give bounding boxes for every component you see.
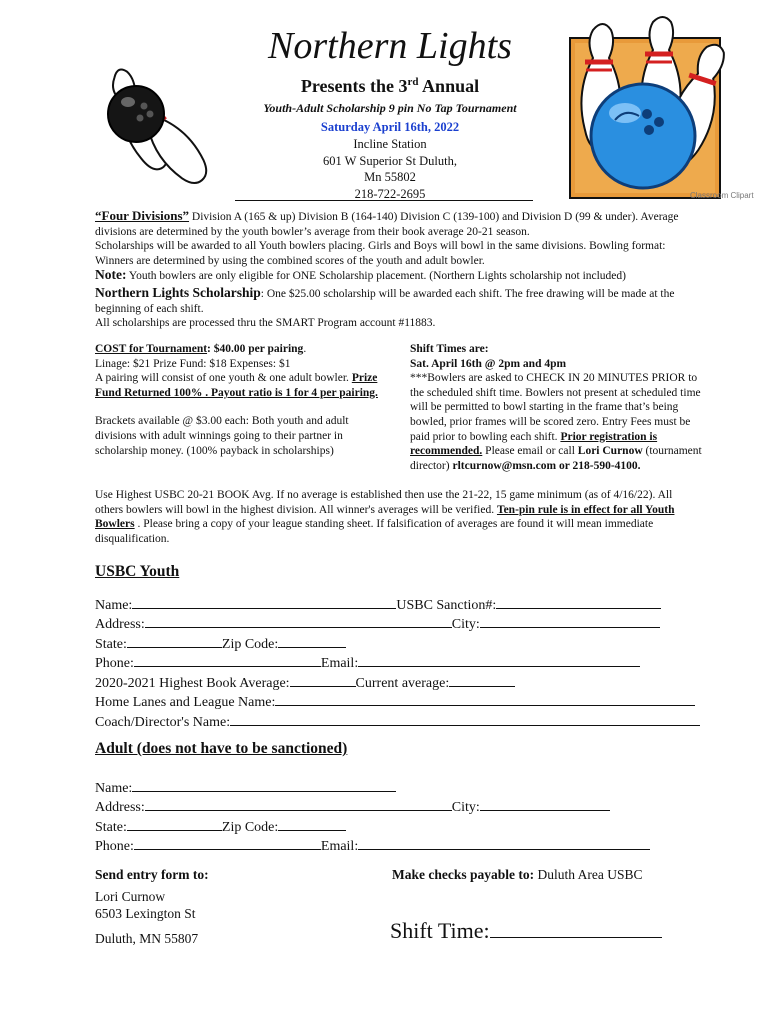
checkin-text: ***Bowlers are asked to CHECK IN 20 MINUTES PRIOR to the scheduled shift time. Bowlers not present at scheduled time will be permitted to bowl starting in the frame that’s being bowled, prior frames will be scored zero. Entry Fees must be paid prior to bowling each shift. xyxy=(410,372,701,443)
average-text-2: . Please bring a copy of your league standing sheet. If falsification of averages are found it will mean immediate disqualification. xyxy=(95,518,654,545)
ten-pin-rule: Ten-pin rule is in effect for all Youth Bowlers xyxy=(95,503,675,531)
youth-zip-field[interactable] xyxy=(278,634,346,648)
page-title: Northern Lights xyxy=(268,25,512,67)
venue: Incline Station xyxy=(353,137,427,151)
send-city: Duluth, MN 55807 xyxy=(95,931,199,946)
checks-block xyxy=(392,866,692,883)
youth-coach-row: Coach/Director's Name: xyxy=(95,712,715,732)
adult-city-field[interactable] xyxy=(480,797,610,811)
youth-current-average-field[interactable] xyxy=(449,673,515,687)
youth-form xyxy=(95,563,715,731)
divisions-text: Division A (165 & up) Division B (164-140) Division C (139-100) and Division D (99 & under). Average divisions are determined by the youth bowler’s average from their book average 20-21 season. xyxy=(95,211,679,238)
average-section xyxy=(95,488,695,546)
header xyxy=(230,24,550,202)
venue-address-2: Mn 55802 xyxy=(364,170,416,184)
info-section xyxy=(95,209,695,331)
youth-coach-field[interactable] xyxy=(230,712,700,726)
adult-phone-field[interactable] xyxy=(134,836,321,850)
shift-label: Shift Times are: xyxy=(410,343,489,355)
shift-time-field-row xyxy=(390,917,662,944)
venue-phone: 218-722-2695 xyxy=(354,186,426,201)
event-date: Saturday April 16th, 2022 xyxy=(320,120,460,134)
checks-label: Make checks payable to: xyxy=(392,867,535,882)
scholarships-text: Scholarships will be awarded to all Youth bowlers placing. Girls and Boys will bowl in the same divisions. Bowling format: Winners are determined by using the combined scores of the youth and adult bowler. xyxy=(95,240,666,267)
adult-address-row: Address: City: xyxy=(95,797,715,817)
youth-phone-field[interactable] xyxy=(134,653,321,667)
bowling-ball-pins-right-icon xyxy=(555,18,754,203)
youth-state-row: State: Zip Code: xyxy=(95,634,715,654)
youth-sanction-field[interactable] xyxy=(496,595,661,609)
send-name: Lori Curnow xyxy=(95,889,166,904)
subtitle: Youth-Adult Scholarship 9 pin No Tap Tournament xyxy=(263,101,517,115)
header-divider xyxy=(235,200,533,201)
youth-name-field[interactable] xyxy=(132,595,396,609)
contact-email: rltcurnow@msn.com or 218-590-4100. xyxy=(452,459,641,472)
youth-home-lanes-row: Home Lanes and League Name: xyxy=(95,692,715,712)
shift-time: Sat. April 16th @ 2pm and 4pm xyxy=(410,357,567,370)
bowling-ball-pins-left-icon xyxy=(88,56,218,196)
adult-email-field[interactable] xyxy=(358,836,650,850)
pairing-text: A pairing will consist of one youth & one adult bowler. xyxy=(95,372,352,385)
watermark: Classroom Clipart xyxy=(690,191,754,200)
venue-address-1: 601 W Superior St Duluth, xyxy=(323,153,457,168)
youth-city-field[interactable] xyxy=(480,614,660,628)
adult-phone-row: Phone: Email: xyxy=(95,836,715,856)
contact-name: Lori Curnow xyxy=(577,445,643,458)
youth-home-lanes-field[interactable] xyxy=(275,692,695,706)
divisions-label: “Four Divisions” xyxy=(95,208,190,223)
cost-breakdown: Linage: $21 Prize Fund: $18 Expenses: $1 xyxy=(95,357,291,370)
adult-state-field[interactable] xyxy=(127,817,222,831)
nl-scholarship-label: Northern Lights Scholarship xyxy=(95,284,261,300)
cost-value: : $40.00 per pairing xyxy=(207,343,304,355)
adult-heading: Adult (does not have to be sanctioned) xyxy=(95,740,348,757)
youth-email-field[interactable] xyxy=(358,653,640,667)
send-street: 6503 Lexington St xyxy=(95,906,196,921)
adult-form xyxy=(95,740,715,856)
brackets-text: Brackets available @ $3.00 each: Both youth and adult divisions with adult winnings going to their partner in scholarship money. (100% payback in scholarships) xyxy=(95,415,349,457)
youth-phone-row: Phone: Email: xyxy=(95,653,715,673)
checks-value: Duluth Area USBC xyxy=(534,867,643,882)
adult-name-field[interactable] xyxy=(132,778,396,792)
youth-address-row: Address: City: xyxy=(95,614,715,634)
nl-scholarship-text: : One $25.00 scholarship will be awarded each shift. The free drawing will be made at the beginning of each shift. xyxy=(95,287,675,315)
youth-highest-average-field[interactable] xyxy=(290,673,356,687)
shift-time-field[interactable] xyxy=(490,917,662,938)
note-text: Youth bowlers are only eligible for ONE Scholarship placement. (Northern Lights scholarship not included) xyxy=(126,270,626,283)
adult-zip-field[interactable] xyxy=(278,817,346,831)
youth-name-row: Name: USBC Sanction#: xyxy=(95,595,715,615)
prior-registration: Prior registration is recommended. xyxy=(410,430,658,458)
youth-average-row: 2020-2021 Highest Book Average: Current average: xyxy=(95,673,715,693)
youth-heading: USBC Youth xyxy=(95,563,180,580)
prize-fund-text: Prize Fund Returned 100% . Payout ratio is 1 for 4 per pairing. xyxy=(95,372,378,399)
average-text-1: Use Highest USBC 20-21 BOOK Avg. If no average is established then use the 21-22, 15 game minimum (as of 4/16/22). All others bowlers will bowl in the highest division. All winner's averages will be verified. xyxy=(95,489,673,516)
presents-line: Presents the 3rd Annual xyxy=(300,76,480,96)
adult-name-row: Name: xyxy=(95,778,715,798)
send-label: Send entry form to: xyxy=(95,867,209,882)
adult-address-field[interactable] xyxy=(145,797,452,811)
note-label: Note: xyxy=(95,267,127,283)
youth-state-field[interactable] xyxy=(127,634,222,648)
adult-state-row: State: Zip Code: xyxy=(95,817,715,837)
smart-text: All scholarships are processed thru the SMART Program account #11883. xyxy=(95,317,436,330)
cost-section: COST for Tournament: $40.00 per pairing. Linage: $21 Prize Fund: $18 Expenses: $1 A pairing will consist of one youth & one adult bowler. Prize Fund Returned 100% . Payout ratio is 1 for 4 per pairing. Brackets available @ $3.00 each: Both youth and adult divisions with adult winnings going to their partner in scholarship money. (100% payback in scholarships) xyxy=(95,342,390,458)
youth-address-field[interactable] xyxy=(145,614,452,628)
shift-time-label: Shift Time: xyxy=(390,918,490,943)
shift-section: Shift Times are: Sat. April 16th @ 2pm and 4pm ***Bowlers are asked to CHECK IN 20 MINUTES PRIOR to the scheduled shift time. Bowlers not present at scheduled time will be permitted to bowl starting in the frame that’s being bowled, prior frames will be scored zero. Entry Fees must be paid prior to bowling each shift. Prior registration is recommended. Please email or call Lori Curnow (tournament director) rltcurnow@msn.com or 218-590-4100. xyxy=(410,342,710,473)
send-entry-block xyxy=(95,866,375,947)
cost-label: COST for Tournament xyxy=(95,343,208,355)
